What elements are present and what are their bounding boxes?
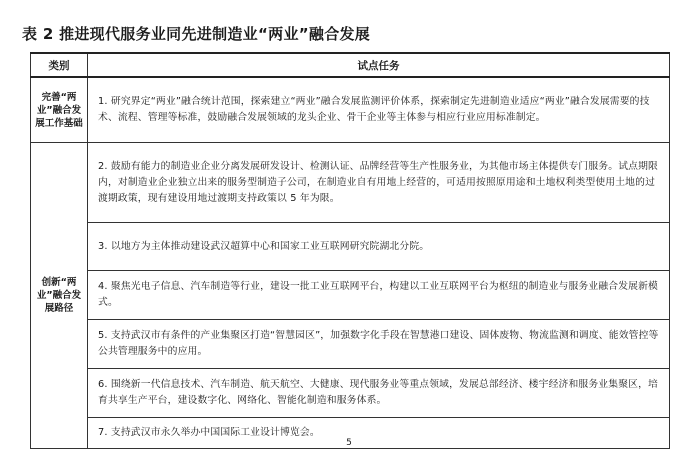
task-cell: 5. 支持武汉市有条件的产业集聚区打造“智慧园区”，加强数字化手段在智慧港口建设、固体废物、物流监测和调度、能效管控等公共管理服务中的应用。	[88, 320, 670, 369]
task-cell: 7. 支持武汉市永久举办中国国际工业设计博览会。	[88, 418, 670, 449]
table-row	[31, 271, 670, 320]
task-cell: 3. 以地方为主体推动建设武汉超算中心和国家工业互联网研究院湖北分院。	[88, 223, 670, 271]
category-cell: 创新“两业”融合发展路径	[31, 143, 88, 449]
header-category: 类别	[31, 53, 88, 77]
table-row	[31, 320, 670, 369]
table-row	[31, 143, 670, 223]
task-cell: 1. 研究界定“两业”融合统计范围，探索建立“两业”融合发展监测评价体系，探索制定先进制造业适应“两业”融合发展需要的技术、流程、管理等标准，鼓励融合发展领域的龙头企业、骨干企业等主体参与相应行业应用标准制定。	[88, 77, 670, 143]
table-row	[31, 223, 670, 271]
category-cell: 完善“两业”融合发展工作基础	[31, 77, 88, 143]
page-number: 5	[346, 438, 352, 448]
table-row	[31, 77, 670, 143]
header-pilot-tasks: 试点任务	[88, 53, 670, 77]
pilot-tasks-table	[30, 52, 670, 449]
table-header-row	[31, 53, 670, 77]
table-title: 表 2 推进现代服务业同先进制造业“两业”融合发展	[22, 25, 371, 43]
task-cell: 4. 聚焦光电子信息、汽车制造等行业，建设一批工业互联网平台，构建以工业互联网平台为枢纽的制造业与服务业融合发展新模式。	[88, 271, 670, 320]
task-cell: 6. 围绕新一代信息技术、汽车制造、航天航空、大健康、现代服务业等重点领域，发展总部经济、楼宇经济和服务业集聚区，培育共享生产平台，建设数字化、网络化、智能化制造和服务体系。	[88, 369, 670, 418]
table-row	[31, 369, 670, 418]
task-cell: 2. 鼓励有能力的制造业企业分离发展研发设计、检测认证、品牌经营等生产性服务业，为其他市场主体提供专门服务。试点期限内，对制造业企业独立出来的服务型制造子公司，在制造业自有用地上经营的，可适用按照原用途和土地权利类型使用土地的过渡期政策，现有建设用地过渡期支持政策以 5 年为限。	[88, 143, 670, 223]
